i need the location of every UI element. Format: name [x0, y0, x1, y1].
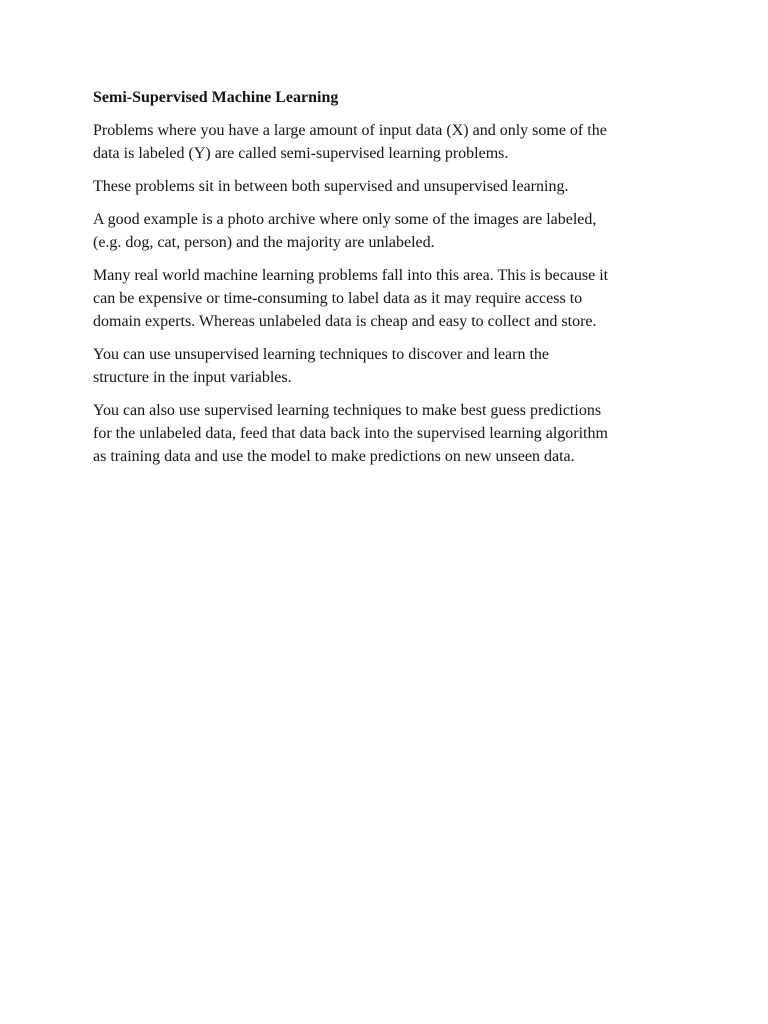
paragraph-between-supervised-unsupervised: These problems sit in between both supervised and unsupervised learning.: [93, 178, 569, 195]
paragraph-supervised-techniques: You can also use supervised learning techniques to make best guess predictions for the unlabeled data, feed that data back into the supervised learning algorithm as training data and use the model to make predictions on new unseen data.: [93, 402, 608, 465]
paragraph-problem-definition: Problems where you have a large amount of input data (X) and only some of the data is labeled (Y) are called semi-supervised learning problems.: [93, 122, 607, 162]
paragraph-photo-archive-example: A good example is a photo archive where only some of the images are labeled, (e.g. dog, cat, person) and the majority are unlabeled.: [93, 211, 597, 251]
paragraph-unsupervised-techniques: You can use unsupervised learning techniques to discover and learn the structure in the input variables.: [93, 346, 550, 386]
paragraph-real-world-problems: Many real world machine learning problems fall into this area. This is because it can be expensive or time-consuming to label data as it may require access to domain experts. Whereas unlabeled data is cheap and easy to collect and store.: [93, 267, 609, 330]
document-title: Semi-Supervised Machine Learning: [93, 89, 339, 106]
